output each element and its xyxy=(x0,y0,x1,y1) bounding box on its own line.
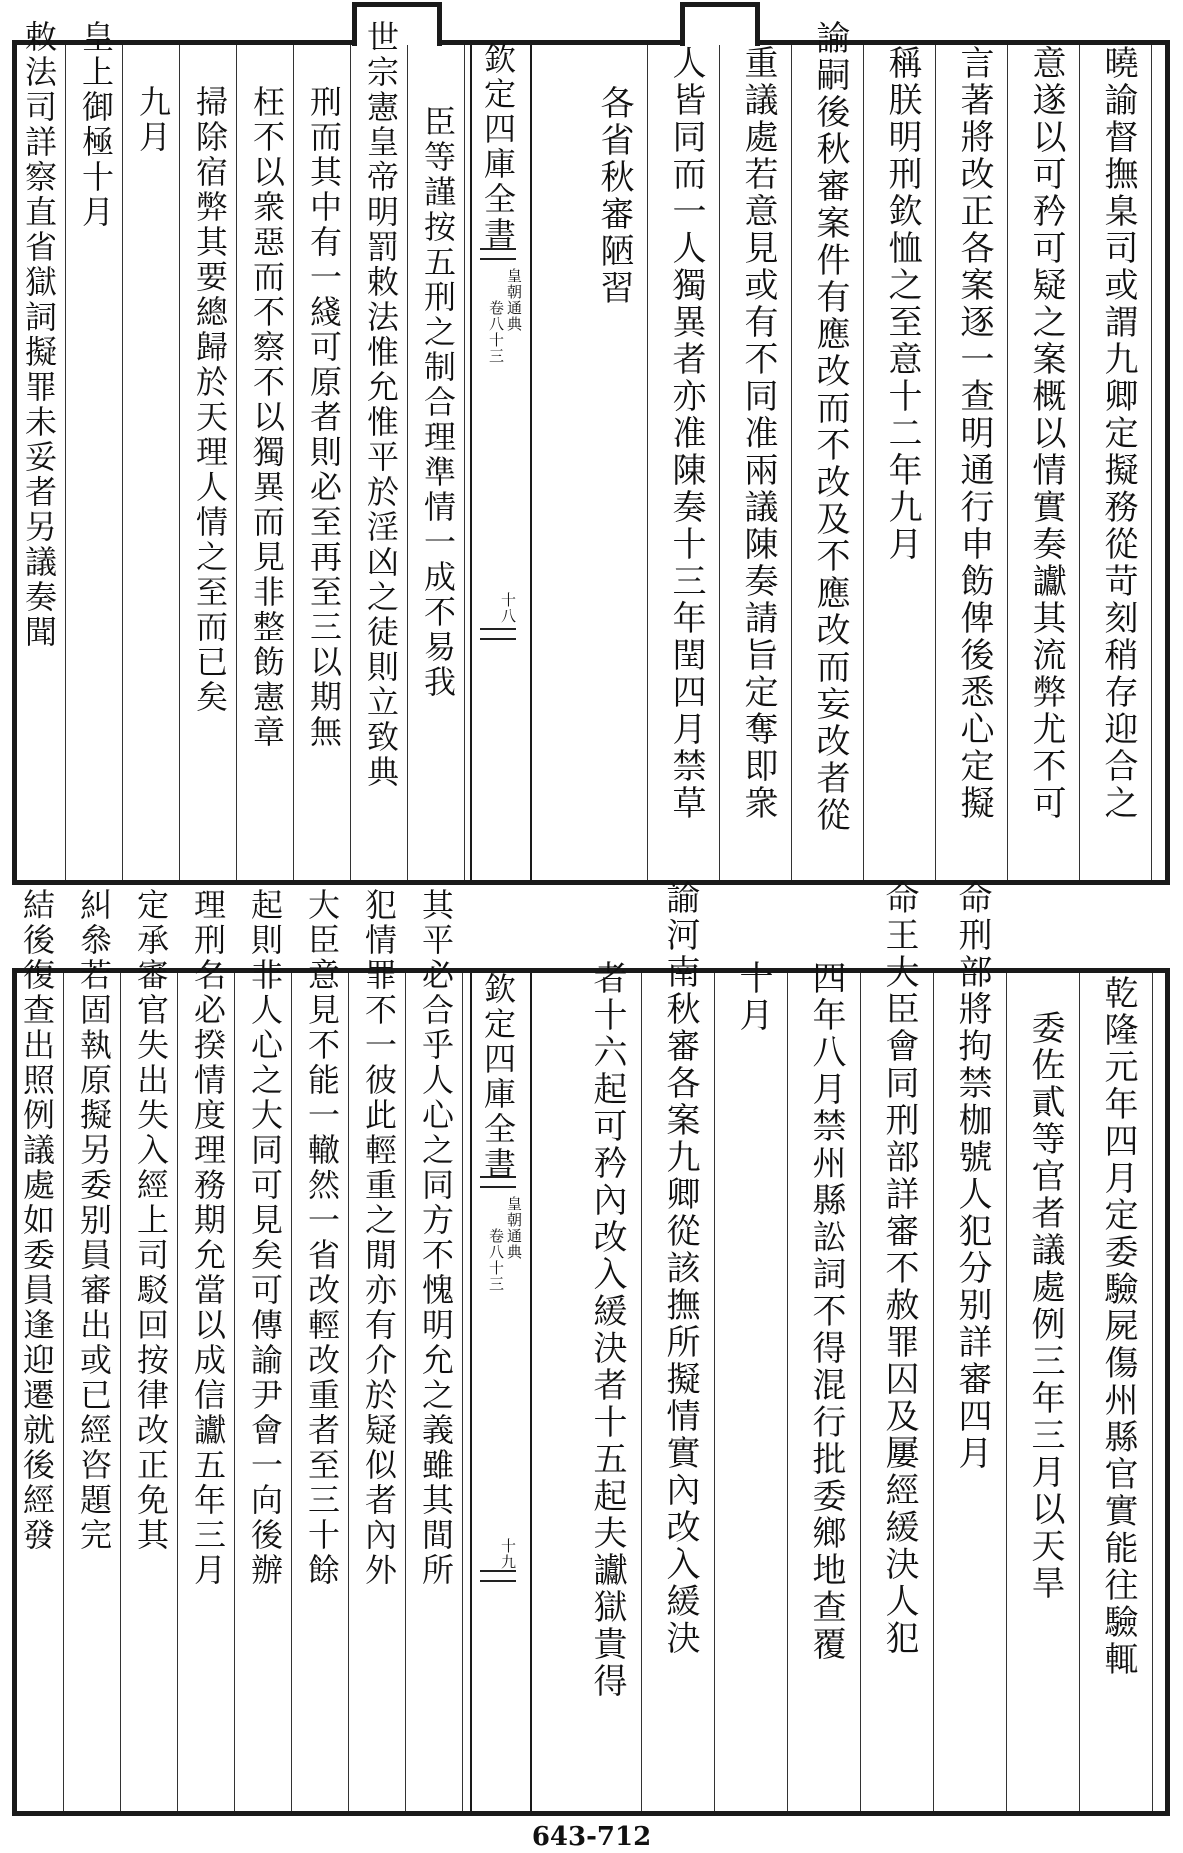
bottom-center-title: 欽定四庫全書 xyxy=(479,972,517,1182)
bottom-fish-tail-lower xyxy=(480,1570,516,1582)
text-column: 定承審官失出失入經上司駁回按律改正免其 xyxy=(132,888,170,1553)
text-column: 重議處若意見或有不同准兩議陳奏請旨定奪即衆 xyxy=(738,45,778,822)
text-column: 掃除宿弊其要總歸於天理人情之至而已矣 xyxy=(191,85,229,715)
top-fish-tail-lower xyxy=(480,628,516,640)
text-column: 臣等謹按五刑之制合理準情一成不易我 xyxy=(419,105,457,700)
column-rule xyxy=(122,45,123,880)
column-rule xyxy=(405,973,406,1811)
text-column: 曉諭督撫臬司或謂九卿定擬務從苛刻稍存迎合之 xyxy=(1098,45,1138,822)
text-column: 言著將改正各案逐一查明通行申飭俾後悉心定擬 xyxy=(954,45,994,822)
text-column: 十月 xyxy=(733,960,773,1034)
column-rule xyxy=(177,973,178,1811)
column-rule xyxy=(647,45,648,880)
text-column: 糾叅若固執原擬另委别員審出或已經咨題完 xyxy=(75,888,113,1553)
top-center-book: 皇朝通典 xyxy=(505,268,523,332)
top-tab-right xyxy=(680,2,760,46)
text-column: 結後復查出照例議處如委員逢迎遷就後經發 xyxy=(18,888,56,1553)
text-column: 人皆同而一人獨異者亦准陳奏十三年閏四月禁草 xyxy=(666,45,706,822)
column-rule xyxy=(1006,973,1007,1811)
column-rule xyxy=(179,45,180,880)
text-column: 起則非人心之大同可見矣可傳諭尹會一向後辦 xyxy=(246,888,284,1588)
column-rule xyxy=(293,45,294,880)
text-column: 諭河南秋審各案九卿從該撫所擬情實內改入緩決 xyxy=(660,880,700,1657)
column-rule xyxy=(714,973,715,1811)
column-rule xyxy=(791,45,792,880)
column-rule xyxy=(1079,45,1080,880)
column-rule xyxy=(787,973,788,1811)
text-column: 枉不以衆惡而不察不以獨異而見非整飭憲章 xyxy=(248,85,286,750)
text-column: 意遂以可矜可疑之案概以情實奏讞其流弊尤不可 xyxy=(1026,45,1066,822)
column-rule xyxy=(234,973,235,1811)
bottom-center-book: 皇朝通典 xyxy=(505,1196,523,1260)
column-rule xyxy=(350,45,351,880)
column-rule xyxy=(120,973,121,1811)
column-rule xyxy=(1151,45,1152,880)
text-column: 其平必合乎人心之同方不愧明允之義雖其間所 xyxy=(417,888,455,1588)
column-rule xyxy=(863,45,864,880)
top-center-volume: 卷八十三 xyxy=(487,300,505,364)
column-rule xyxy=(407,45,408,880)
column-rule xyxy=(719,45,720,880)
text-column: 者十六起可矜內改入緩決者十五起夫讞獄貴得 xyxy=(587,960,627,1700)
text-column: 皇上御極十月 xyxy=(77,20,115,230)
top-fish-tail-upper xyxy=(480,248,516,260)
column-rule xyxy=(1079,973,1080,1811)
text-column: 敕法司詳察直省獄詞擬罪未妥者另議奏聞 xyxy=(20,20,58,650)
column-rule xyxy=(348,973,349,1811)
text-column: 乾隆元年四月定委驗屍傷州縣官實能往驗輒 xyxy=(1098,975,1138,1678)
text-column: 四年八月禁州縣訟詞不得混行批委鄉地查覆 xyxy=(806,960,846,1663)
text-column: 大臣意見不能一轍然一省改輕改重者至三十餘 xyxy=(303,888,341,1588)
text-column: 稱朕明刑欽恤之至意十二年九月 xyxy=(882,45,922,563)
column-rule xyxy=(935,45,936,880)
text-column: 犯情罪不一彼此輕重之閒亦有介於疑似者內外 xyxy=(360,888,398,1588)
text-column: 命王大臣會同刑部詳審不赦罪囚及屢經緩決人犯 xyxy=(879,880,919,1657)
text-column: 理刑名必揆情度理務期允當以成信讞五年三月 xyxy=(189,888,227,1588)
column-rule xyxy=(641,973,642,1811)
text-column: 諭嗣後秋審案件有應改而不改及不應改而妄改者從 xyxy=(810,20,850,834)
column-rule xyxy=(236,45,237,880)
text-column: 九月 xyxy=(134,85,172,155)
column-rule xyxy=(63,973,64,1811)
column-rule xyxy=(860,973,861,1811)
column-rule xyxy=(933,973,934,1811)
text-column: 各省秋審陋習 xyxy=(594,85,634,307)
bottom-fish-tail-upper xyxy=(480,1176,516,1188)
column-rule xyxy=(65,45,66,880)
top-center-leaf: 十八 xyxy=(499,592,517,624)
top-center-title: 欽定四庫全書 xyxy=(479,42,517,252)
column-rule xyxy=(464,45,465,880)
text-column: 委佐貳等官者議處例三年三月以天旱 xyxy=(1025,1010,1065,1602)
text-column: 刑而其中有一綫可原者則必至再至三以期無 xyxy=(305,85,343,750)
column-rule xyxy=(291,973,292,1811)
text-column: 世宗憲皇帝明罰敕法惟允惟平於淫凶之徒則立致典 xyxy=(362,20,400,790)
column-rule xyxy=(462,973,463,1811)
bottom-center-leaf: 十九 xyxy=(499,1538,517,1570)
column-rule xyxy=(1007,45,1008,880)
page-number: 643-712 xyxy=(531,1822,652,1852)
text-column: 命刑部將拘禁枷號人犯分别詳審四月 xyxy=(952,880,992,1472)
column-rule xyxy=(1152,973,1153,1811)
bottom-center-volume: 卷八十三 xyxy=(487,1228,505,1292)
